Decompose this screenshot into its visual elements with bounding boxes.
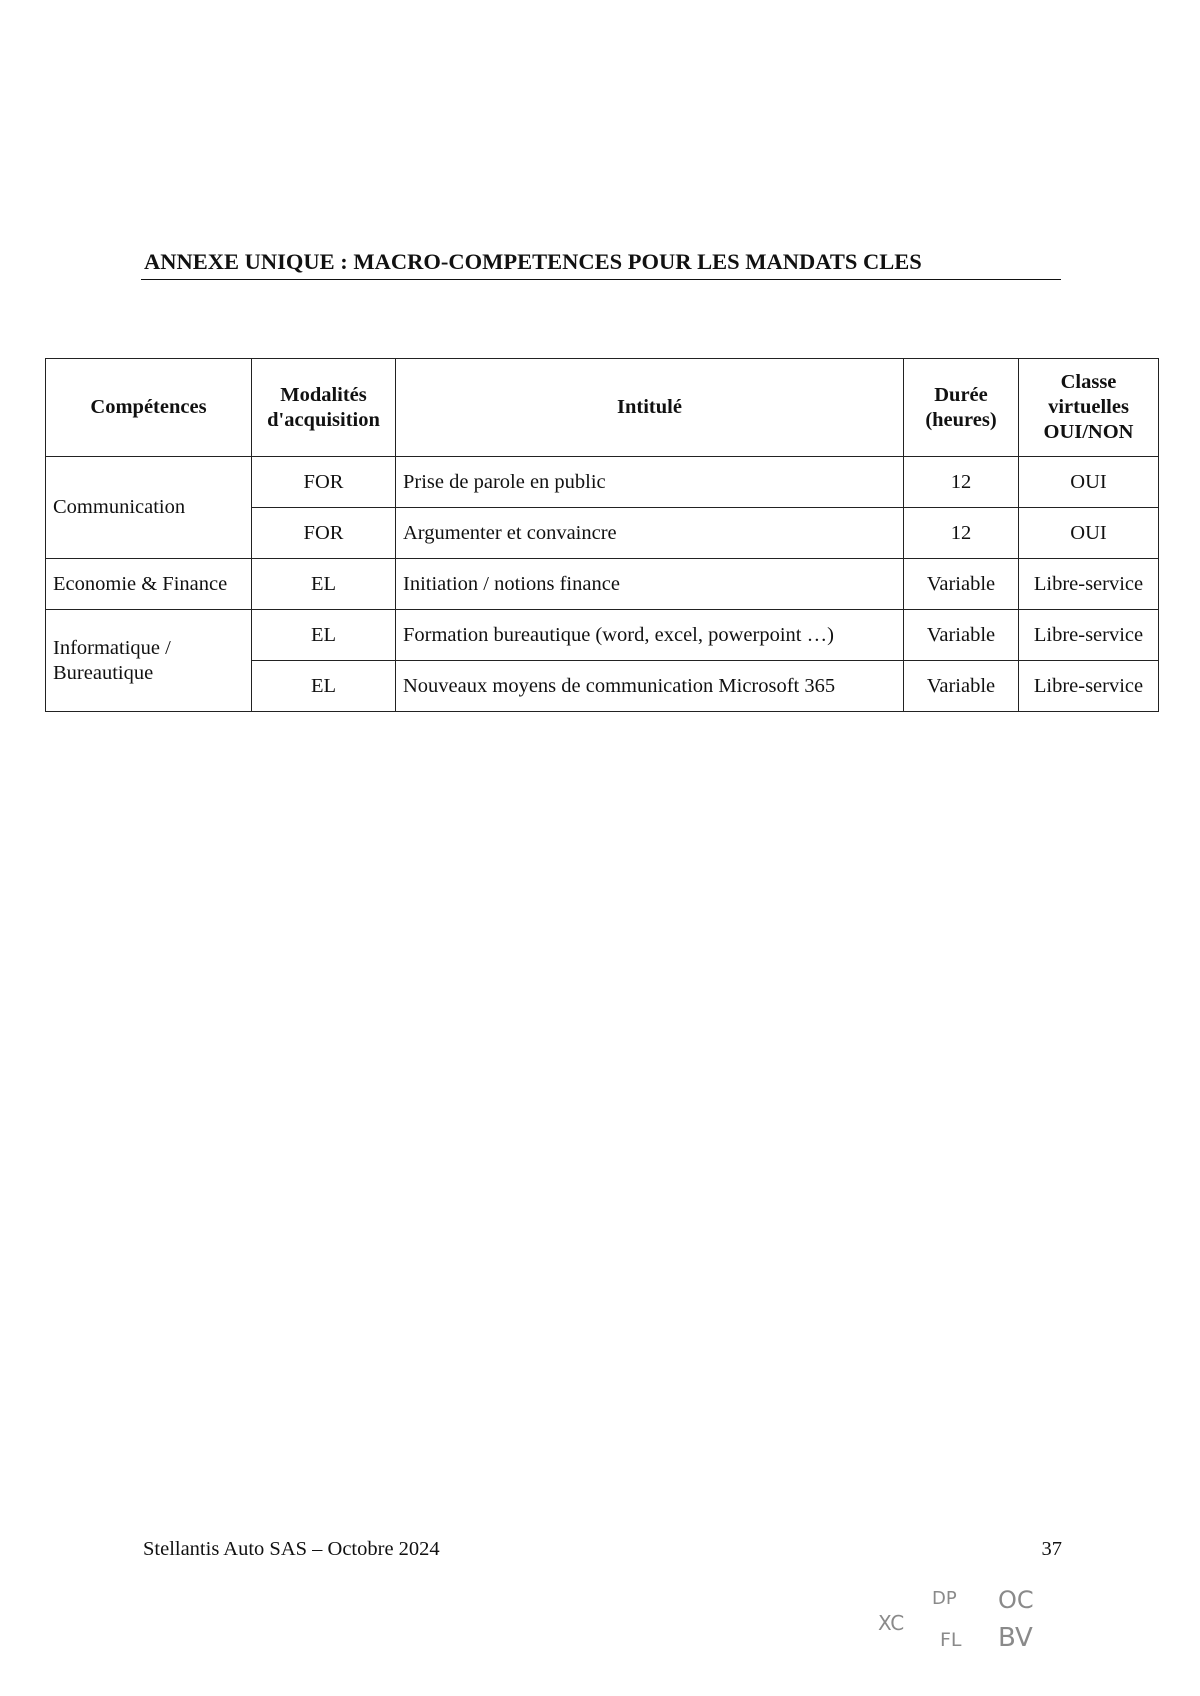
header-intitule: Intitulé xyxy=(396,359,904,457)
intitule-cell: Nouveaux moyens de communication Microsoft 365 xyxy=(396,661,904,712)
competence-cell: Informatique / Bureautique xyxy=(46,610,252,712)
duree-cell: 12 xyxy=(904,457,1019,508)
initial-mark: BV xyxy=(998,1623,1033,1653)
modalite-cell: EL xyxy=(252,610,396,661)
initial-mark: FL xyxy=(940,1629,962,1651)
intitule-cell: Formation bureautique (word, excel, powerpoint …) xyxy=(396,610,904,661)
classe-cell: OUI xyxy=(1019,508,1159,559)
header-modalites: Modalités d'acquisition xyxy=(252,359,396,457)
modalite-cell: EL xyxy=(252,661,396,712)
table-row xyxy=(46,457,1159,508)
duree-cell: 12 xyxy=(904,508,1019,559)
intitule-cell: Argumenter et convaincre xyxy=(396,508,904,559)
classe-cell: OUI xyxy=(1019,457,1159,508)
table-row xyxy=(46,610,1159,661)
classe-cell: Libre-service xyxy=(1019,559,1159,610)
modalite-cell: EL xyxy=(252,559,396,610)
modalite-cell: FOR xyxy=(252,457,396,508)
modalite-cell: FOR xyxy=(252,508,396,559)
intitule-cell: Initiation / notions finance xyxy=(396,559,904,610)
initial-mark: XC xyxy=(878,1611,905,1635)
footer-page-number: 37 xyxy=(1041,1538,1062,1560)
classe-cell: Libre-service xyxy=(1019,661,1159,712)
competence-cell: Economie & Finance xyxy=(46,559,252,610)
initial-mark: DP xyxy=(932,1588,957,1609)
header-competences: Compétences xyxy=(46,359,252,457)
header-duree: Durée (heures) xyxy=(904,359,1019,457)
annex-title: ANNEXE UNIQUE : MACRO-COMPETENCES POUR LES MANDATS CLES xyxy=(141,248,1061,280)
initial-mark: OC xyxy=(998,1586,1034,1614)
duree-cell: Variable xyxy=(904,610,1019,661)
handwritten-initials xyxy=(870,1578,1070,1668)
classe-cell: Libre-service xyxy=(1019,610,1159,661)
duree-cell: Variable xyxy=(904,559,1019,610)
header-classe-virtuelle: Classe virtuelles OUI/NON xyxy=(1019,359,1159,457)
footer-company-date: Stellantis Auto SAS – Octobre 2024 xyxy=(143,1538,440,1560)
table-row xyxy=(46,559,1159,610)
competences-table xyxy=(45,358,1159,712)
duree-cell: Variable xyxy=(904,661,1019,712)
intitule-cell: Prise de parole en public xyxy=(396,457,904,508)
competence-cell: Communication xyxy=(46,457,252,559)
table-header-row xyxy=(46,359,1159,457)
